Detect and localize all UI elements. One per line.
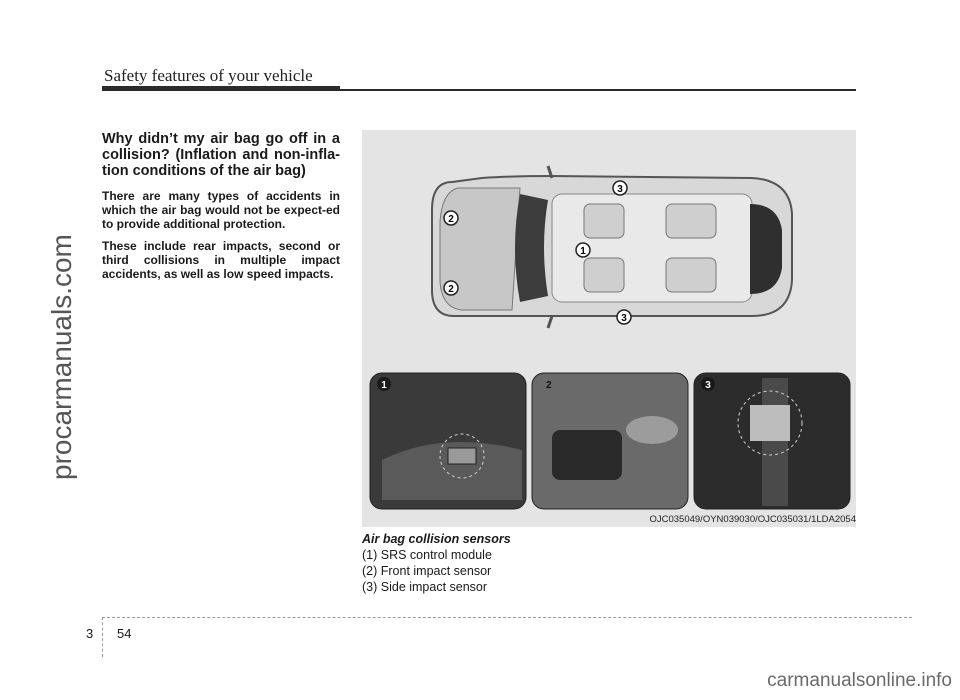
callout-2-upper	[444, 211, 458, 225]
caption-item-2: (2) Front impact sensor	[362, 564, 492, 578]
callout-1	[576, 243, 590, 257]
caption-title: Air bag collision sensors	[362, 532, 511, 546]
footer-vertical-divider	[102, 617, 103, 657]
svg-text:3: 3	[617, 184, 623, 195]
question-heading: Why didn’t my air bag go off in a collision? (Inflation and non-infla-tion conditions of the air bag)	[102, 131, 340, 179]
svg-text:3: 3	[621, 313, 627, 324]
svg-text:3: 3	[705, 380, 711, 391]
figure-illustration	[362, 130, 856, 527]
watermark-bottom: carmanualsonline.info	[767, 670, 952, 691]
paragraph-2: These include rear impacts, second or third collisions in multiple impact accidents, as well as low speed impacts.	[102, 239, 340, 281]
svg-text:1: 1	[580, 246, 586, 257]
paragraph-1: There are many types of accidents in which the air bag would not be expect-ed to provide additional protection.	[102, 189, 340, 231]
svg-text:2: 2	[546, 380, 552, 391]
caption-item-1: (1) SRS control module	[362, 548, 492, 562]
watermark-side: procarmanuals.com	[46, 234, 77, 480]
chapter-number: 3	[86, 626, 94, 641]
header-bar-thick	[102, 86, 340, 91]
caption-item-3: (3) Side impact sensor	[362, 580, 488, 594]
svg-text:1: 1	[381, 380, 387, 391]
figure-caption	[362, 531, 511, 595]
callout-2-lower	[444, 281, 458, 295]
body-text-column	[102, 131, 340, 289]
callout-3-upper	[613, 181, 627, 195]
page-number: 54	[117, 626, 132, 641]
figure-code: OJC035049/OYN039030/OJC035031/1LDA2054	[649, 514, 856, 525]
svg-text:2: 2	[448, 284, 454, 295]
detail-panel-1	[370, 373, 526, 509]
detail-panel-3	[694, 373, 850, 509]
airbag-sensor-figure	[362, 130, 856, 527]
svg-text:2: 2	[448, 214, 454, 225]
car-top-view	[432, 166, 792, 328]
header-bar-thin	[340, 89, 856, 91]
callout-3-lower	[617, 310, 631, 324]
detail-panel-2	[532, 373, 688, 509]
footer-divider	[102, 617, 912, 618]
page-header-title: Safety features of your vehicle	[104, 66, 313, 85]
